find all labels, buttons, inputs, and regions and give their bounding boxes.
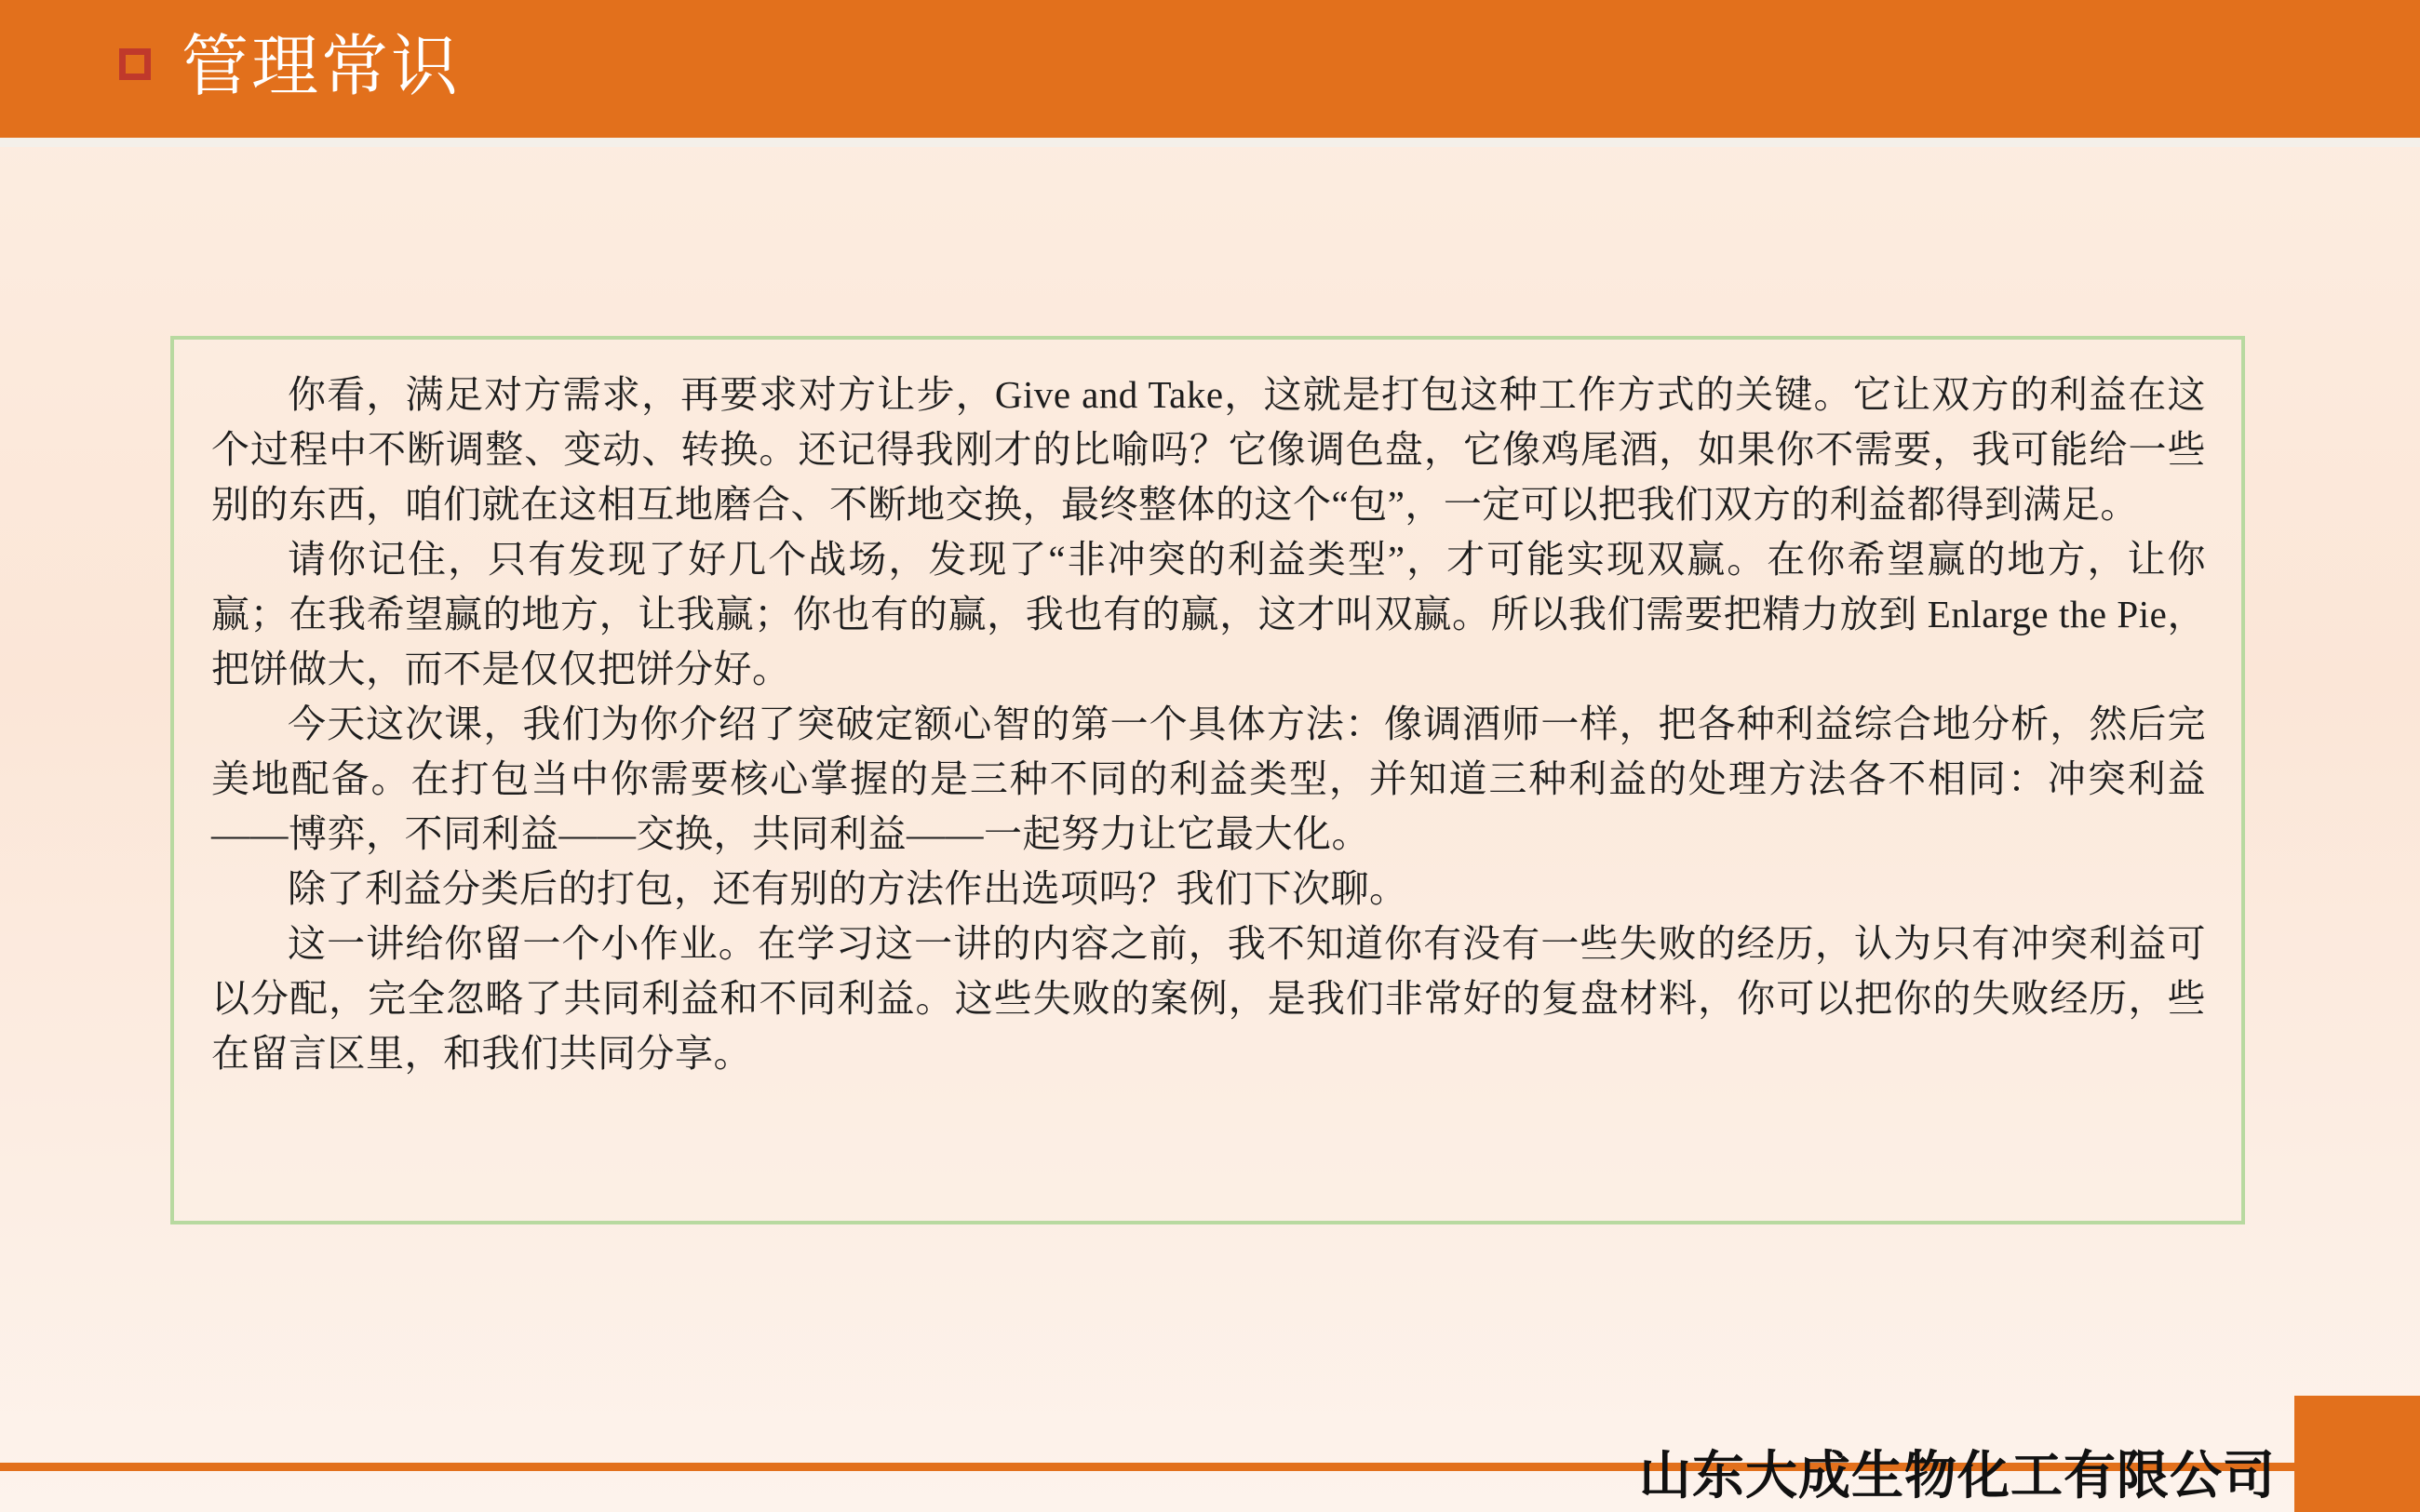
header-accent-line [0,138,2420,147]
paragraph: 今天这次课，我们为你介绍了突破定额心智的第一个具体方法：像调酒师一样，把各种利益综合地分析，然后完美地配备。在打包当中你需要核心掌握的是三种不同的利益类型，并知道三种利益的处理方法各不相同：冲突利益——博弈，不同利益——交换，共同利益——一起努力让它最大化。 [211,702,2206,855]
paragraph: 你看，满足对方需求，再要求对方让步，Give and Take，这就是打包这种工作方式的关键。它让双方的利益在这个过程中不断调整、变动、转换。还记得我刚才的比喻吗？它像调色盘，它像鸡尾酒，如果你不需要，我可能给一些别的东西，咱们就在这相互地磨合、不断地交换，最终整体的这个“包”，一定可以把我们双方的利益都得到满足。 [211,373,2206,526]
page-title: 管理常识 [182,30,462,104]
footer-company-name: 山东大成生物化工有限公司 [1639,1446,2276,1505]
footer-accent-block [2294,1396,2420,1512]
square-outline-icon [119,48,151,80]
paragraph: 除了利益分类后的打包，还有别的方法作出选项吗？我们下次聊。 [288,867,1408,910]
paragraph: 请你记住，只有发现了好几个战场，发现了“非冲突的利益类型”，才可能实现双赢。在你希望赢的地方，让你赢；在我希望赢的地方，让我赢；你也有的赢，我也有的赢，这才叫双赢。所以我们需要把精力放到 Enlarge the Pie，把饼做大，而不是仅仅把饼分好。 [211,538,2206,690]
content-text-box [170,336,2245,1224]
paragraph: 这一讲给你留一个小作业。在学习这一讲的内容之前，我不知道你有没有一些失败的经历，认为只有冲突利益可以分配，完全忽略了共同利益和不同利益。这些失败的案例，是我们非常好的复盘材料，你可以把你的失败经历，些在留言区里，和我们共同分享。 [211,922,2206,1075]
